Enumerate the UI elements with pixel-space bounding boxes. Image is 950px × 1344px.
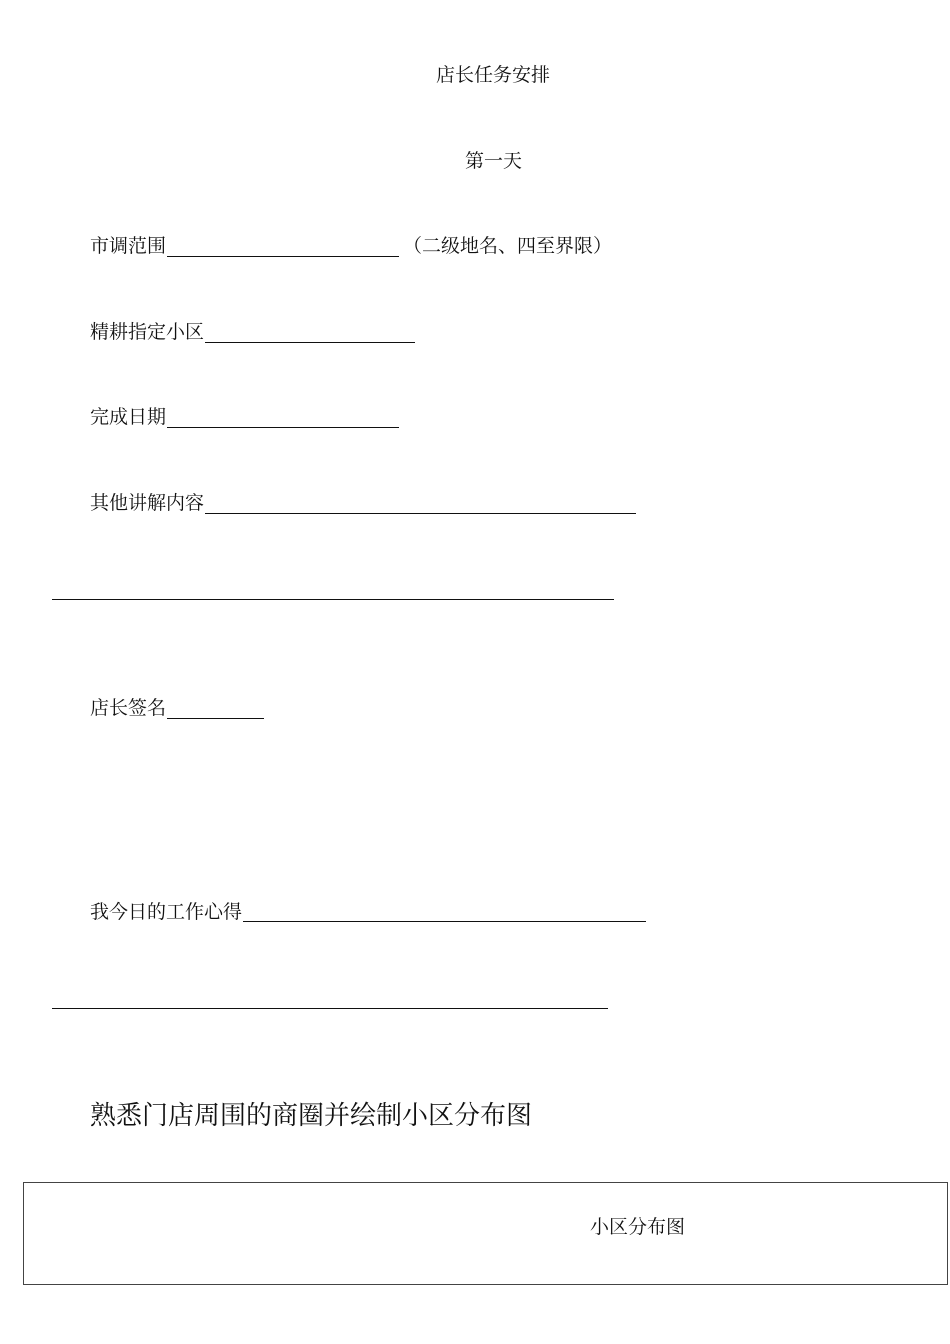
manager-signature-label: 店长签名 [90, 697, 167, 719]
other-content-blank-continuation[interactable] [52, 599, 614, 600]
manager-signature-blank[interactable] [167, 718, 264, 719]
section-heading: 熟悉门店周围的商圈并绘制小区分布图 [90, 1101, 533, 1131]
community-map-box[interactable] [23, 1182, 948, 1285]
work-reflection-blank[interactable] [243, 921, 646, 922]
work-reflection-blank-continuation[interactable] [52, 1008, 608, 1009]
designated-community-blank[interactable] [205, 342, 415, 343]
other-content-label: 其他讲解内容 [90, 492, 205, 514]
market-scope-note: （二级地名、四至界限） [403, 235, 613, 257]
completion-date-blank[interactable] [167, 427, 399, 428]
other-content-blank[interactable] [205, 513, 636, 514]
community-map-label: 小区分布图 [590, 1216, 686, 1238]
document-title: 店长任务安排 [436, 64, 551, 86]
market-scope-label: 市调范围 [90, 235, 167, 257]
completion-date-label: 完成日期 [90, 406, 167, 428]
market-scope-blank[interactable] [167, 256, 399, 257]
work-reflection-label: 我今日的工作心得 [90, 901, 243, 923]
day-heading: 第一天 [465, 150, 523, 172]
designated-community-label: 精耕指定小区 [90, 321, 205, 343]
